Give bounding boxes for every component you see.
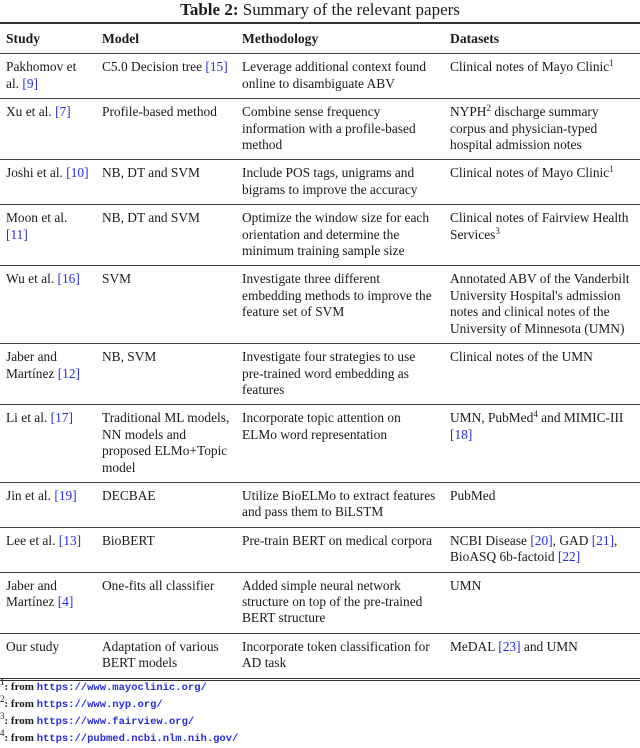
cell-model: Profile-based method (102, 104, 217, 120)
cell-datasets: UMN, PubMed$^4$ and MIMIC-III [18] (450, 409, 624, 442)
caption-text: Summary of the relevant papers (238, 0, 460, 19)
footnote-link[interactable]: https://www.fairview.org/ (36, 716, 195, 728)
footnote-link[interactable]: https://pubmed.ncbi.nlm.nih.gov/ (36, 733, 239, 745)
table-row (0, 527, 640, 572)
citation-link[interactable]: [4] (57, 593, 74, 609)
cell-methodology: Pre-train BERT on medical corpora (242, 532, 433, 548)
table-row (0, 572, 640, 633)
cell-model: DECBAE (102, 487, 156, 503)
cell-study: Jin et al. [19] (6, 487, 77, 503)
table-row (0, 266, 640, 344)
footnote-marker: 4 (533, 409, 538, 420)
footnote-2: $^2$: from https://www.nyp.org/ (0, 694, 163, 711)
summary-table (0, 22, 640, 681)
cell-model: One-fits all classifier (102, 577, 215, 593)
header-methodology: Methodology (242, 31, 319, 46)
table-row (0, 344, 640, 405)
cell-study: Joshi et al. [10] (6, 165, 89, 181)
cell-model: Adaptation of various BERT models (102, 638, 219, 671)
cell-model: SVM (102, 271, 132, 287)
cell-datasets: Clinical notes of Mayo Clinic$^1$ (450, 164, 614, 181)
footnote-link[interactable]: https://www.mayoclinic.org/ (36, 682, 207, 694)
cell-model: NB, DT and SVM (102, 165, 200, 181)
cell-study: Moon et al. [11] (6, 210, 68, 242)
cell-study: Pakhomov et al. [9] (6, 59, 77, 91)
table-row (0, 405, 640, 483)
cell-datasets: Annotated ABV of the Vanderbilt University Hospital's admission notes and clinical notes of the University of Minnesota (UMN) (450, 271, 630, 336)
cell-datasets: NYPH$^2$ discharge summary corpus and physician-typed hospital admission notes (450, 103, 599, 153)
header-datasets: Datasets (450, 31, 500, 46)
cell-methodology: Utilize BioELMo to extract features and pass them to BiLSTM (242, 487, 436, 520)
citation-link[interactable]: [19] (54, 487, 77, 503)
cell-study: Li et al. [17] (6, 410, 73, 426)
cell-model: NB, SVM (102, 349, 157, 365)
cell-methodology: Incorporate token classification for AD task (242, 638, 430, 671)
citation-link[interactable]: [16] (57, 271, 80, 287)
footnote-4: $^4$: from https://pubmed.ncbi.nlm.nih.gov/ (0, 728, 239, 745)
table-row (0, 160, 640, 205)
table-header-row (0, 23, 640, 54)
cell-methodology: Include POS tags, unigrams and bigrams to improve the accuracy (242, 165, 418, 197)
cell-methodology: Combine sense frequency information with a profile-based method (242, 104, 416, 153)
table-row (0, 99, 640, 160)
table-row (0, 54, 640, 99)
cell-study: Jaber and Martínez [4] (6, 577, 74, 609)
citation-link[interactable]: [12] (57, 365, 80, 381)
footnote-1: $^1$: from https://www.mayoclinic.org/ (0, 677, 207, 694)
citation-link[interactable]: [22] (557, 549, 581, 565)
footnote-marker: 1 (609, 58, 614, 69)
cell-study: Lee et al. [13] (6, 532, 82, 548)
table-row (0, 482, 640, 527)
citation-link[interactable]: [23] (498, 638, 521, 654)
footnote-3: $^3$: from https://www.fairview.org/ (0, 711, 195, 728)
header-study: Study (6, 31, 41, 46)
citation-link[interactable]: [17] (50, 410, 73, 426)
cell-study: Wu et al. [16] (6, 271, 80, 287)
cell-datasets: PubMed (450, 487, 496, 503)
cell-model: C5.0 Decision tree [15] (102, 59, 228, 75)
cell-datasets: Clinical notes of Fairview Health Services$^3$ (450, 210, 629, 242)
citation-link[interactable]: [9] (22, 75, 38, 91)
footnote-marker: 1 (609, 164, 614, 175)
cell-methodology: Investigate three different embedding methods to improve the feature set of SVM (242, 271, 432, 320)
citation-link[interactable]: [13] (58, 532, 82, 548)
footnote-link[interactable]: https://www.nyp.org/ (36, 699, 163, 711)
cell-methodology: Added simple neural network structure on top of the pre-trained BERT structure (242, 577, 423, 626)
cell-model: Traditional ML models, NN models and proposed ELMo+Topic model (102, 410, 230, 475)
cell-methodology: Investigate four strategies to use pre-trained word embedding as features (242, 349, 416, 397)
citation-link[interactable]: [10] (66, 165, 89, 181)
cell-datasets: Clinical notes of the UMN (450, 349, 593, 365)
cell-study: Our study (6, 638, 60, 654)
citation-link[interactable]: [21] (591, 532, 615, 548)
cell-datasets: Clinical notes of Mayo Clinic$^1$ (450, 58, 614, 75)
citation-link[interactable]: [20] (530, 532, 553, 548)
header-model: Model (102, 31, 139, 46)
cell-methodology: Incorporate topic attention on ELMo word representation (242, 410, 401, 442)
cell-datasets: UMN (450, 577, 482, 593)
cell-datasets: NCBI Disease [20], GAD [21], BioASQ 6b-factoid [22] (450, 532, 618, 565)
table-caption (0, 0, 640, 20)
caption-label: Table 2: (180, 0, 239, 19)
cell-study: Jaber and Martínez [12] (6, 349, 80, 381)
cell-model: NB, DT and SVM (102, 210, 200, 226)
table-row (0, 633, 640, 679)
footnote-marker: 2 (486, 103, 491, 114)
citation-link[interactable]: [11] (6, 226, 28, 242)
cell-methodology: Leverage additional context found online to disambiguate ABV (242, 59, 427, 91)
cell-methodology: Optimize the window size for each orientation and determine the minimum training sample size (242, 210, 430, 259)
table-row (0, 205, 640, 266)
citation-link[interactable]: [7] (55, 104, 71, 120)
cell-study: Xu et al. [7] (6, 104, 71, 120)
citation-link[interactable]: [15] (205, 59, 228, 75)
footnote-marker: 3 (495, 225, 500, 236)
citation-link[interactable]: [18] (450, 426, 473, 442)
cell-model: BioBERT (102, 532, 155, 548)
cell-datasets: MeDAL [23] and UMN (450, 638, 578, 654)
